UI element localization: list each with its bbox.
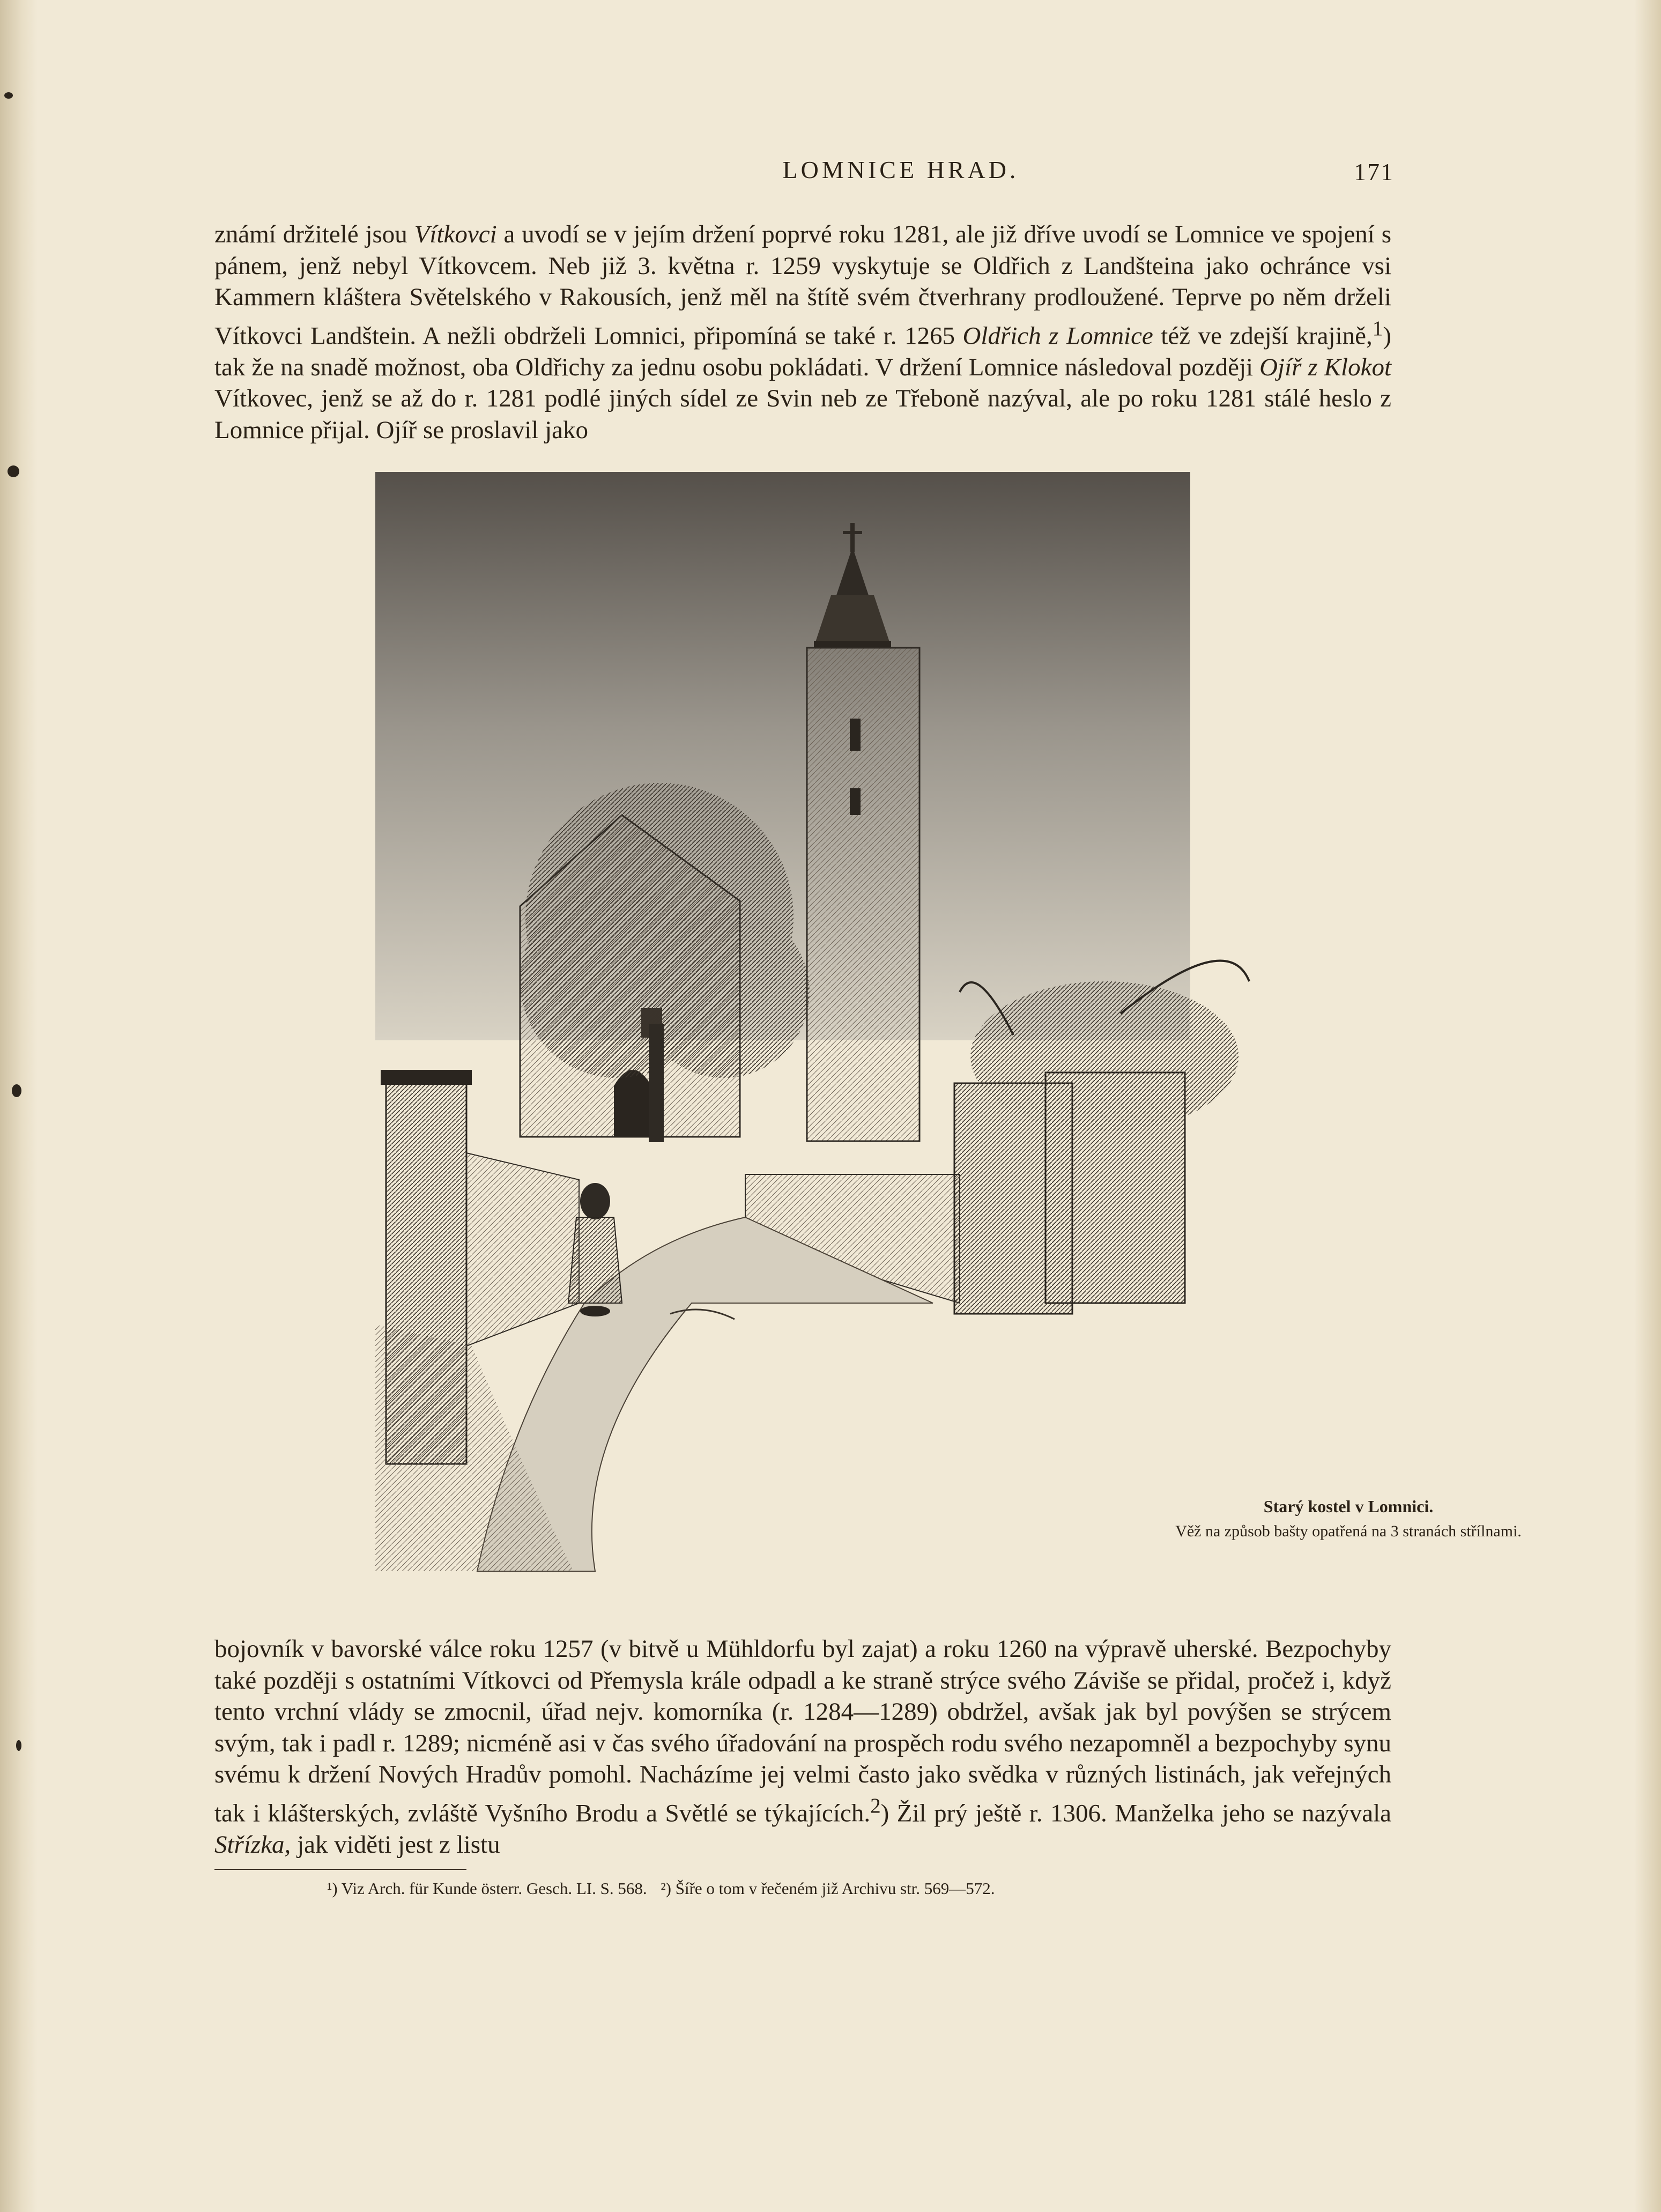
running-head: LOMNICE HRAD. [782,156,1019,183]
margin-speck [12,1084,21,1097]
italic-name: Střízka, [214,1830,291,1859]
footnote-ref: 1 [1372,316,1383,340]
text-run: Vítkovec, jenž se až do r. 1281 podlé jiných sídel ze Svin neb ze Třeboně nazýval, ale po roku 1281 stálé heslo z Lomnice přijal. Ojíř se proslavil jako [214,384,1391,444]
page-number: 171 [1354,158,1394,186]
left-wall [466,1153,579,1346]
text-run: ) Žil prý ještě r. 1306. Manželka jeho se nazývala [880,1799,1391,1828]
church-engraving [370,467,1255,1587]
body-paragraph-bottom [214,1633,1391,1860]
text-run: též ve zdejší krajině, [1161,322,1373,350]
page-binding-edge [0,0,38,2212]
footnotes [327,1878,1239,1899]
italic-name: Ojíř z Klokot [1259,353,1391,381]
page-header [214,156,1394,198]
footnote-1: ¹) Viz Arch. für Kunde österr. Gesch. LI. S. 568. [327,1879,647,1898]
footnote-ref: 2 [870,1794,881,1817]
page-right-edge [1634,0,1661,2212]
italic-name: Oldřich z Lomnice [962,322,1153,350]
text-run: jak viděti jest z listu [297,1830,500,1859]
margin-speck [8,465,19,477]
italic-name: Vítkovci [414,220,497,248]
body-paragraph-top [214,219,1391,446]
caption-title: Starý kostel v Lomnici. [1263,1497,1434,1516]
margin-speck [4,92,13,99]
text-run: a uvodí se v jejím držení poprvé roku 1281, ale již dříve uvodí se Lomnice ve spojení s pánem, jenž nebyl Vítkovcem. Neb již 3. května r. 1259 vyskytuje se Oldřich z Landšteina jako ochránce vsi Kammern kláštera Světelského v Rakousích, jenž měl na štítě svém čtverhrany prodloužené. Teprve po něm drželi Vítkovci Landštein. A nežli obdrželi Lomnici, připomíná se také r. 1265 [214,220,1392,350]
right-gate-pillar [954,961,1249,1314]
footnote-2: ²) Šíře o tom v řečeném již Archivu str. 569—572. [661,1879,995,1898]
caption-subtitle: Věž na způsob bašty opatřená na 3 stranách střílnami. [1175,1522,1522,1540]
margin-speck [16,1740,21,1751]
text-run: známí držitelé jsou [214,220,407,248]
text-run: ) tak že na snadě možnost, oba Oldřichy za jednu osobu pokládati. V držení Lomnice následoval později [214,322,1392,381]
engraving-illustration [370,467,1522,1587]
illustration-caption [1113,1494,1584,1544]
text-run: bojovník v bavorské válce roku 1257 (v bitvě u Mühldorfu byl zajat) a roku 1260 na výpravě uherské. Bezpochyby také později s ostatními Vítkovci od Přemysla krále odpadl a ke straně strýce svého Záviše se přidal, pročež i, když tento vrchní vlády se zmocnil, úřad nejv. komorníka (r. 1284—1289) obdržel, avšak jak byl povýšen se strýcem svým, tak i padl r. 1289; nicméně asi v čas svého úřadování na prospěch rodu svého nezapomněl a bezpochyby synu svému k držení Nových Hradův pomohl. Nacházíme jej velmi často jako svědka v různých listinách, jak veřejných tak i klášterských, zvláště Vyšního Brodu a Světlé se týkajících. [214,1635,1391,1828]
footnote-divider [214,1869,466,1870]
